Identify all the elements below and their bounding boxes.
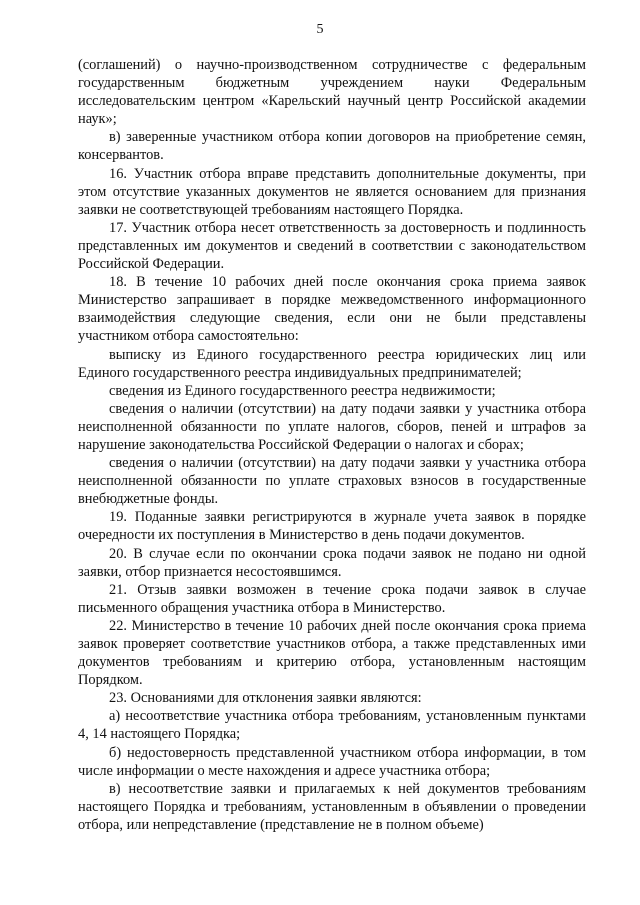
document-body (78, 56, 586, 834)
paragraph-23-b: б) недостоверность представленной участником отбора информации, в том числе информации о месте нахождения и адресе участника отбора; (78, 744, 586, 779)
paragraph-18-taxes: сведения о наличии (отсутствии) на дату подачи заявки у участника отбора неисполненной обязанности по уплате налогов, сборов, пеней и штрафов за нарушение законодательства Российской Федерации о налогах и сборах; (78, 400, 586, 453)
paragraph-23-a: а) несоответствие участника отбора требованиям, установленным пунктами 4, 14 настоящего Порядка; (78, 708, 586, 743)
paragraph-18-extract: выписку из Единого государственного реестра юридических лиц или Единого государственного реестра индивидуальных предпринимателей; (78, 346, 586, 381)
paragraph-item-v: в) заверенные участником отбора копии договоров на приобретение семян, консервантов. (78, 129, 586, 164)
paragraph-18: 18. В течение 10 рабочих дней после окончания срока приема заявок Министерство запрашивает в порядке межведомственного информационного взаимодействия следующие сведения, если они не были представлены участником отбора самостоятельно: (78, 274, 586, 345)
page-number: 5 (316, 22, 324, 37)
paragraph-23-v: в) несоответствие заявки и прилагаемых к ней документов требованиям настоящего Порядка и требованиям, установленным в объявлении о проведении отбора, или непредставление (представление не в полном объеме) (78, 780, 586, 833)
paragraph-22: 22. Министерство в течение 10 рабочих дней после окончания срока приема заявок проверяет соответствие участников отбора, а также представленных ими документов требованиям и критерию отбора, установленным настоящим Порядком. (78, 617, 586, 689)
paragraph-18-realty: сведения из Единого государственного реестра недвижимости; (109, 382, 496, 399)
paragraph-16: 16. Участник отбора вправе представить дополнительные документы, при этом отсутствие указанных документов не является основанием для признания заявки не соответствующей требованиям настоящего Порядка. (78, 165, 586, 218)
paragraph-continuation: (соглашений) о научно-производственном сотрудничестве с федеральным государственным бюджетным учреждением науки Федеральным исследовательским центром «Карельский научный центр Российской академии наук»; (78, 57, 586, 128)
paragraph-23: 23. Основаниями для отклонения заявки являются: (109, 690, 422, 707)
paragraph-20: 20. В случае если по окончании срока подачи заявок не подано ни одной заявки, отбор признается несостоявшимся. (78, 545, 586, 580)
paragraph-18-insurance: сведения о наличии (отсутствии) на дату подачи заявки у участника отбора неисполненной обязанности по уплате страховых взносов в государственные внебюджетные фонды. (78, 455, 586, 508)
paragraph-21: 21. Отзыв заявки возможен в течение срока подачи заявок в случае письменного обращения участника отбора в Министерство. (78, 581, 586, 616)
paragraph-17: 17. Участник отбора несет ответственность за достоверность и подлинность представленных им документов и сведений в соответствии с законодательством Российской Федерации. (78, 219, 586, 273)
paragraph-19: 19. Поданные заявки регистрируются в журнале учета заявок в порядке очередности их поступления в Министерство в день подачи документов. (78, 509, 586, 544)
